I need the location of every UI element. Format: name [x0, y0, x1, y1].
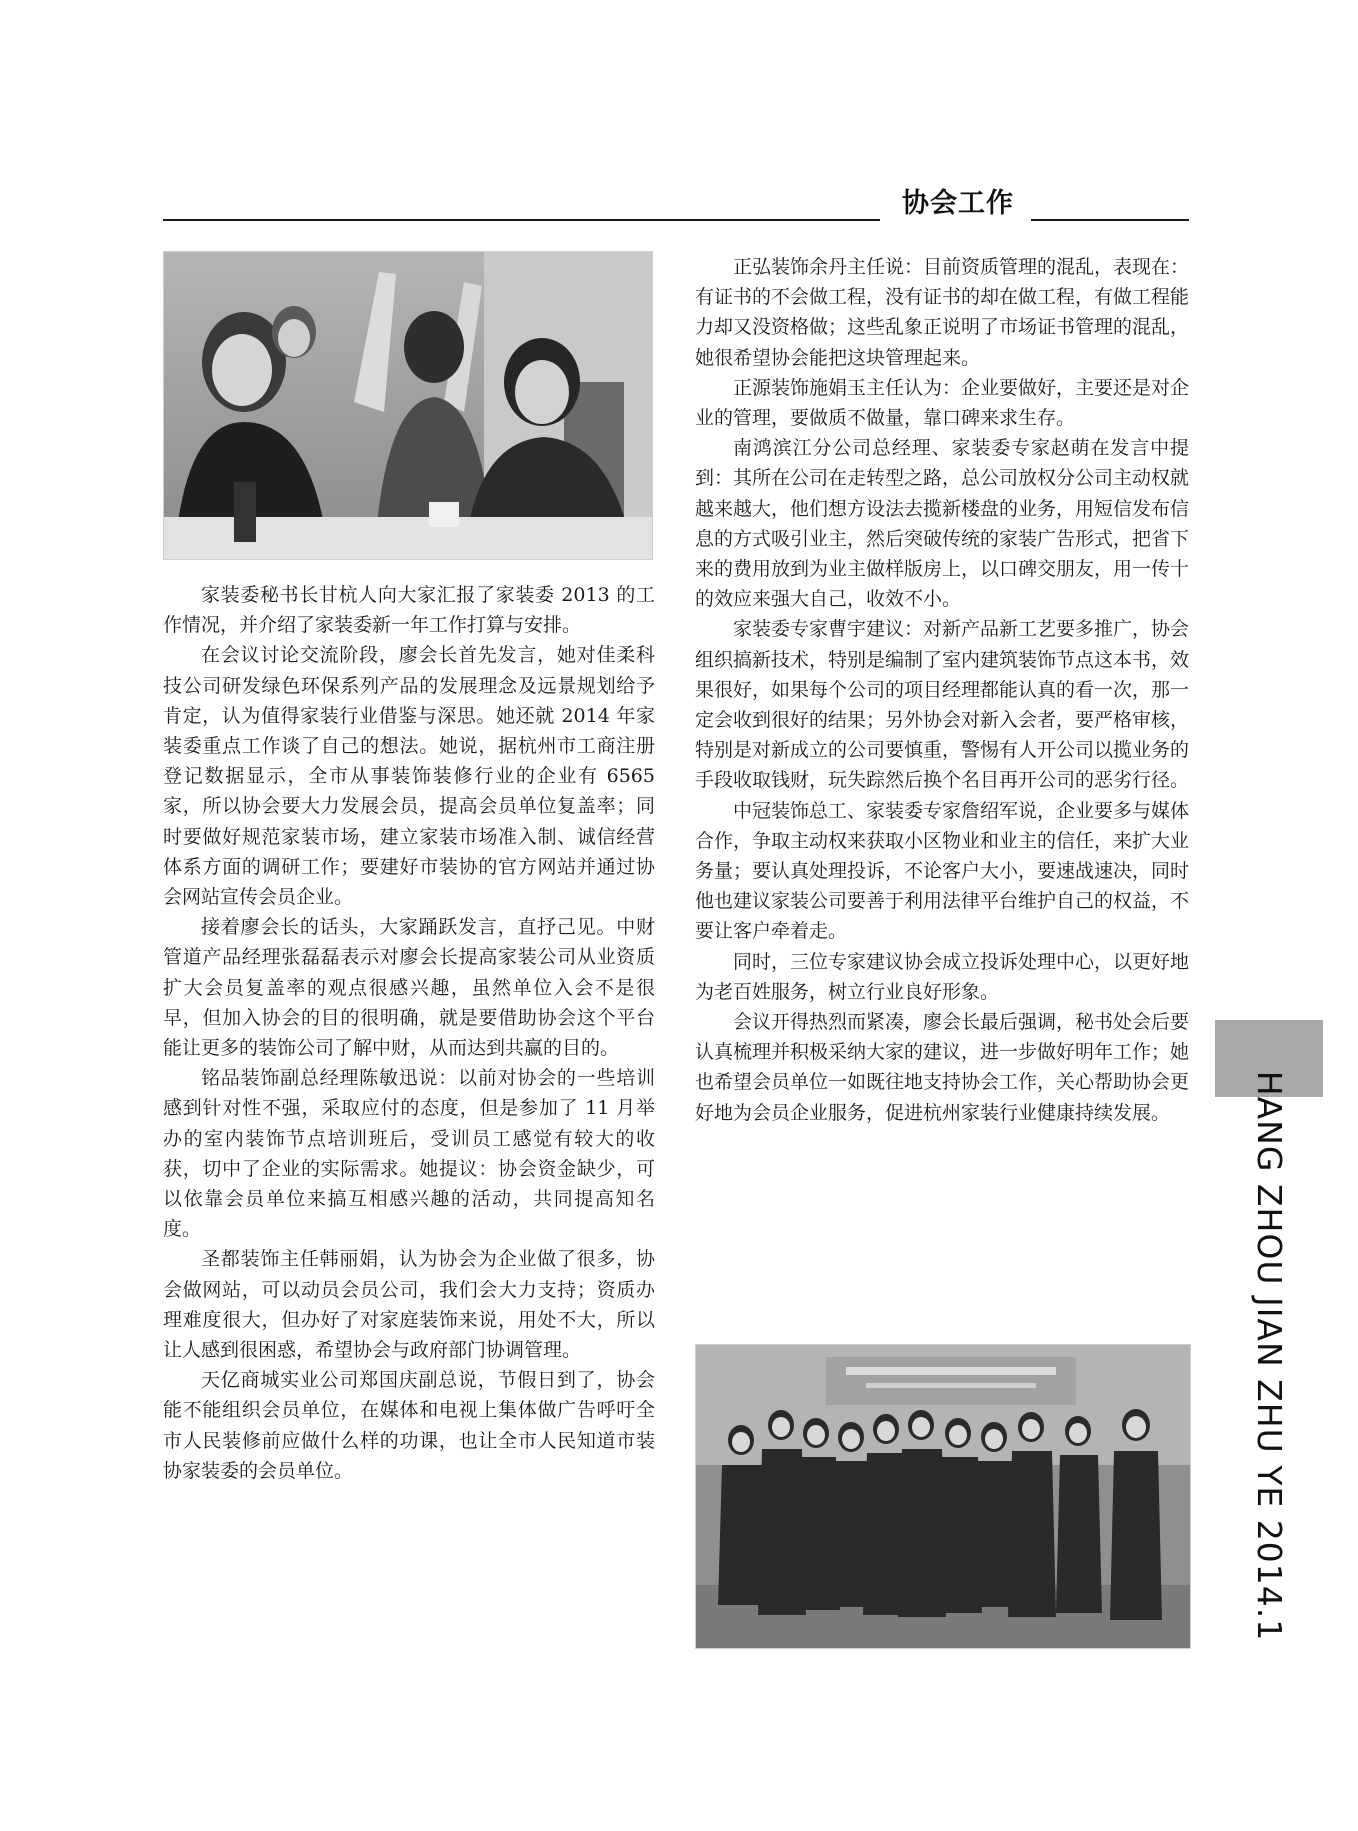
left-paragraph: 铭品装饰副总经理陈敏迅说：以前对协会的一些培训感到针对性不强，采取应付的态度，但是参加了 11 月举办的室内装饰节点培训班后，受训员工感觉有较大的收获，切中了企业的实际需求。她提议：协会资金缺少，可以依靠会员单位来搞互相感兴趣的活动，共同提高知名度。	[163, 1067, 655, 1241]
right-article-column	[695, 252, 1189, 1312]
group-photo	[695, 1344, 1191, 1649]
left-paragraph: 圣都装饰主任韩丽娟，认为协会为企业做了很多，协会做网站，可以动员会员公司，我们会大力支持；资质办理难度很大，但办好了对家庭装饰来说，用处不大，所以让人感到很困惑，希望协会与政府部门协调管理。	[163, 1248, 655, 1362]
left-paragraph: 家装委秘书长甘杭人向大家汇报了家装委 2013 的工作情况，并介绍了家装委新一年工作打算与安排。	[163, 584, 655, 637]
left-article-column	[163, 580, 655, 1670]
right-paragraph: 同时，三位专家建议协会成立投诉处理中心，以更好地为老百姓服务，树立行业良好形象。	[695, 950, 1189, 1003]
left-paragraph: 天亿商城实业公司郑国庆副总说，节假日到了，协会能不能组织会员单位，在媒体和电视上集体做广告呼吁全市人民装修前应做什么样的功课，也让全市人民知道市装协家装委的会员单位。	[163, 1369, 655, 1482]
header-rule-right	[1031, 219, 1189, 221]
right-paragraph: 正源装饰施娟玉主任认为：企业要做好，主要还是对企业的管理，要做质不做量，靠口碑来求生存。	[695, 376, 1189, 430]
left-paragraph: 接着廖会长的话头，大家踊跃发言，直抒己见。中财管道产品经理张磊磊表示对廖会长提高家装公司从业资质扩大会员复盖率的观点很感兴趣，虽然单位入会不是很早，但加入协会的目的很明确，就是要借助协会这个平台能让更多的装饰公司了解中财，从而达到共赢的目的。	[163, 916, 655, 1060]
header-rule-left	[163, 219, 880, 221]
right-paragraph: 家装委专家曹宇建议：对新产品新工艺要多推广，协会组织搞新技术，特别是编制了室内建筑装饰节点这本书，效果很好，如果每个公司的项目经理都能认真的看一次，那一定会收到很好的结果；另外协会对新入会者，要严格审核，特别是对新成立的公司要慎重，警惕有人开公司以揽业务的手段收取钱财，玩失踪然后换个名目再开公司的恶劣行径。	[695, 618, 1189, 792]
left-paragraph: 在会议讨论交流阶段，廖会长首先发言，她对佳柔科技公司研发绿色环保系列产品的发展理念及远景规划给予肯定，认为值得家装行业借鉴与深思。她还就 2014 年家装委重点工作谈了自己的想法。她说，据杭州市工商注册登记数据显示，全市从事装饰装修行业的企业有 6565 家，所以协会要大力发展会员，提高会员单位复盖率；同时要做好规范家装市场，建立家装市场准入制、诚信经营体系方面的调研工作；要建好市装协的官方网站并通过协会网站宣传会员企业。	[163, 644, 655, 909]
meeting-photo	[163, 251, 653, 560]
right-paragraph: 南鸿滨江分公司总经理、家装委专家赵萌在发言中提到：其所在公司在走转型之路，总公司放权分公司主动权就越来越大，他们想方设法去揽新楼盘的业务，用短信发布信息的方式吸引业主，然后突破传统的家装广告形式，把省下来的费用放到为业主做样版房上，以口碑交朋友，用一传十的效应来强大自己，收效不小。	[695, 437, 1189, 611]
section-title: 协会工作	[902, 188, 1014, 219]
right-paragraph: 中冠装饰总工、家装委专家詹绍军说，企业要多与媒体合作，争取主动权来获取小区物业和业主的信任，来扩大业务量；要认真处理投诉，不论客户大小，要速战速决，同时他也建议家装公司要善于利用法律平台维护自己的权益，不要让客户牵着走。	[695, 799, 1189, 943]
right-paragraph: 会议开得热烈而紧凑，廖会长最后强调，秘书处会后要认真梳理并积极采纳大家的建议，进一步做好明年工作；她也希望会员单位一如既往地支持协会工作，关心帮助协会更好地为会员企业服务，促进杭州家装行业健康持续发展。	[695, 1011, 1189, 1124]
right-paragraph: 正弘装饰余丹主任说：目前资质管理的混乱，表现在：有证书的不会做工程，没有证书的却在做工程，有做工程能力却又没资格做；这些乱象正说明了市场证书管理的混乱，她很希望协会能把这块管理起来。	[695, 256, 1189, 369]
issue-label-text: HANG ZHOU JIAN ZHU YE 2014.1	[1250, 1070, 1289, 1642]
